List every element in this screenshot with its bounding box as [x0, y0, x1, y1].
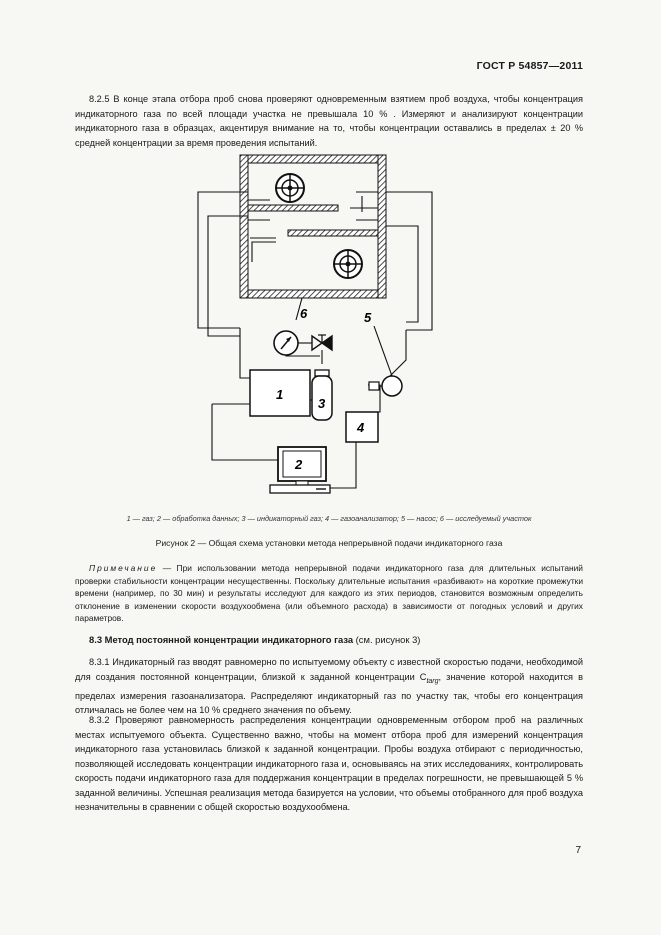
note-paragraph	[75, 562, 583, 625]
paragraph-8-2-5: 8.2.5 В конце этапа отбора проб снова проверяют одновременным взятием проб воздуха, чтобы концентрация индикаторного газа по всей площади участка не превышала 10 % . Измеряют и анализируют концентрации индикаторного газа в образцах, акцентируя внимание на то, чтобы концентрации оставались в пределах ± 20 % средней концентрации за время проведения испытаний.	[75, 94, 583, 148]
test-area	[240, 155, 386, 298]
standard-header: ГОСТ Р 54857—2011	[476, 60, 583, 72]
label-6: 6	[300, 306, 308, 321]
label-4: 4	[357, 420, 365, 435]
targ-subscript: targ	[426, 677, 439, 685]
gas-cylinder	[312, 370, 332, 420]
paragraph-8-3-1	[75, 655, 583, 718]
paragraph-8-3-1-part1: 8.3.1 Индикаторный газ вводят равномерно по испытуемому объекту с известной скоростью подачи, необходимой для создания постоянной концентрации, близкой к заданной концентрации C	[75, 657, 583, 682]
label-3: 3	[318, 396, 326, 411]
figure-2-diagram	[150, 150, 450, 510]
page-number: 7	[575, 845, 581, 856]
figure-legend: 1 — газ; 2 — обработка данных; 3 — индикаторный газ; 4 — газоанализатор; 5 — насос; 6 — исследуемый участок	[126, 514, 532, 523]
label-5: 5	[364, 310, 372, 325]
label-1: 1	[276, 387, 284, 402]
fan-icon	[276, 174, 304, 202]
pump-icon	[369, 376, 402, 396]
valve-icon	[312, 335, 332, 364]
note-label: Примечание	[89, 563, 158, 573]
section-heading-8-3	[89, 634, 583, 645]
section-ref: (см. рисунок 3)	[353, 634, 421, 645]
section-title: 8.3 Метод постоянной концентрации индикаторного газа	[89, 634, 354, 645]
figure-caption: Рисунок 2 — Общая схема установки метода непрерывной подачи индикаторного газа	[155, 538, 503, 548]
pressure-gauge-icon	[274, 331, 312, 355]
note-text: — При использовании метода непрерывной подачи индикаторного газа для длительных испытаний проверки стабильности концентрации несущественны. Поскольку длительные испытания «разбивают» на короткие промежутки времени (например, по 30 мин) и результаты исследуют для каждого из этих периодов, становится возможным определить отклонение в изменении скорости воздухообмена (или объемного расхода) в зависимости от погодных условий и других параметров.	[75, 563, 583, 624]
fan-icon	[334, 250, 362, 278]
paragraph-8-3-2: 8.3.2 Проверяют равномерность распределения концентрации одновременным отбором проб на различных местах испытуемого объекта. Существенно важно, чтобы на момент отбора проб для измерений концентрация индикаторного газа установилась близкой к заданной концентрации. Пробы воздуха отбирают с периодичностью, позволяющей исследовать концентрации индикаторного газа и, основываясь на этих исследованиях, контролировать скорость подачи индикаторного газа для поддержания концентрации в пределах погрешности, не превышающей 5 % заданной величины. Успешная реализация метода базируется на условии, что объемы отобранного для проб воздуха незначительны в сравнении с общей скоростью воздухообмена.	[75, 715, 583, 812]
label-2: 2	[295, 457, 303, 472]
paragraph-8-3-1-part2: , значение которой находится в пределах измерения газоанализатора. Распределяют индикаторный газ по участку так, чтобы его концентрация отличалась не более чем на 10 % среднего значения по объему.	[75, 671, 583, 716]
